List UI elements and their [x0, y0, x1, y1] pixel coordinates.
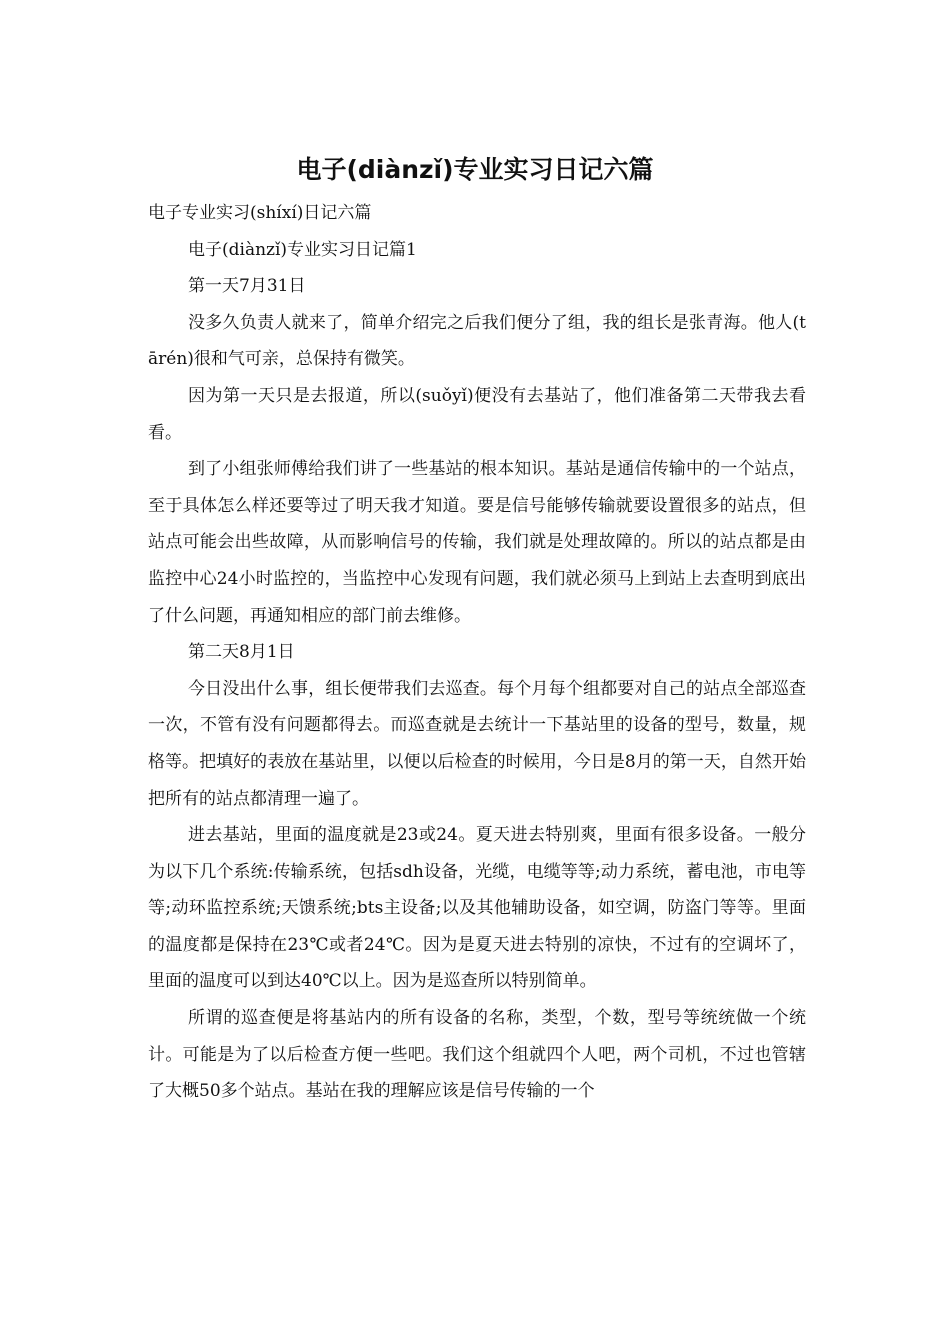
body-paragraph: 进去基站，里面的温度就是23或24。夏天进去特别爽，里面有很多设备。一般分为以下几个系统:传输系统，包括sdh设备，光缆，电缆等等;动力系统，蓄电池，市电等等;动环监控系统;天馈系统;bts主设备;以及其他辅助设备，如空调，防盗门等等。里面的温度都是保持在23℃或者24℃。因为是夏天进去特别的凉快，不过有的空调坏了，里面的温度可以到达40℃以上。因为是巡查所以特别简单。	[148, 825, 806, 992]
body-paragraph: 因为第一天只是去报道，所以(suǒyǐ)便没有去基站了，他们准备第二天带我去看看。	[148, 385, 806, 443]
body-paragraph: 所谓的巡查便是将基站内的所有设备的名称，类型，个数，型号等统统做一个统计。可能是为了以后检查方便一些吧。我们这个组就四个人吧，两个司机，不过也管辖了大概50多个站点。基站在我的理解应该是信号传输的一个	[148, 1008, 806, 1102]
body-paragraph: 今日没出什么事，组长便带我们去巡查。每个月每个组都要对自己的站点全部巡查一次，不管有没有问题都得去。而巡查就是去统计一下基站里的设备的型号，数量，规格等。把填好的表放在基站里，以便以后检查的时候用，今日是8月的第一天，自然开始把所有的站点都清理一遍了。	[148, 678, 806, 809]
section-heading: 电子(diànzǐ)专业实习日记篇1	[188, 239, 417, 260]
document-title: 电子(diànzǐ)专业实习日记六篇	[296, 155, 654, 184]
document-body	[148, 195, 806, 1110]
body-paragraph: 没多久负责人就来了，简单介绍完之后我们便分了组，我的组长是张青海。他人(tārén)很和气可亲，总保持有微笑。	[148, 312, 806, 370]
body-paragraph: 到了小组张师傅给我们讲了一些基站的根本知识。基站是通信传输中的一个站点，至于具体怎么样还要等过了明天我才知道。要是信号能够传输就要设置很多的站点，但站点可能会出些故障，从而影响信号的传输，我们就是处理故障的。所以的站点都是由监控中心24小时监控的，当监控中心发现有问题，我们就必须马上到站上去查明到底出了什么问题，再通知相应的部门前去维修。	[148, 459, 806, 626]
diary-date-heading: 第一天7月31日	[188, 276, 306, 297]
diary-date-heading: 第二天8月1日	[188, 642, 295, 663]
document-subtitle: 电子专业实习(shíxí)日记六篇	[148, 203, 372, 223]
